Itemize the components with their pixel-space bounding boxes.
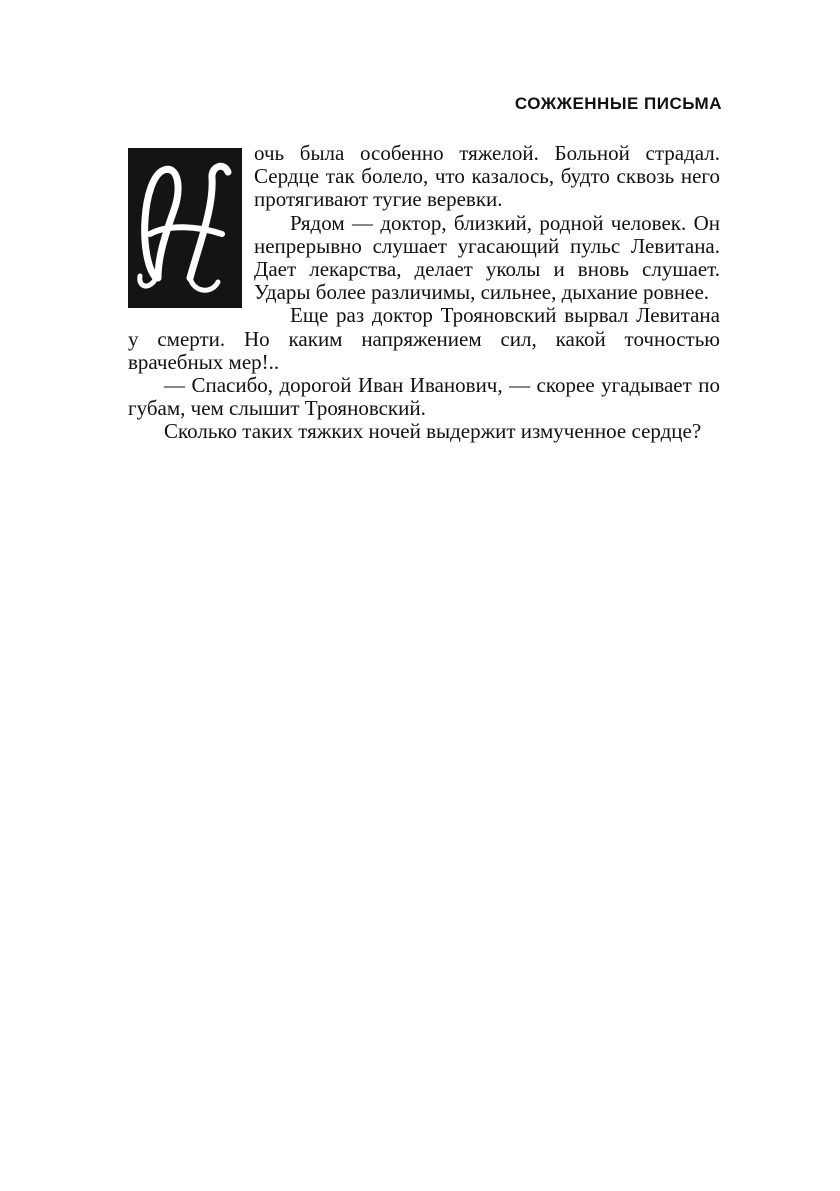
- paragraph-2: Рядом — доктор, близкий, родной человек. Он непрерывно слушает угасающий пульс Левитана. Дает лекарства, делает уколы и вновь слушает. Удары более различимы, сильнее, дыхание ровнее.: [254, 210, 720, 305]
- paragraph-3: Еще раз доктор Трояновский вырвал Левитана у смерти. Но каким напряжением сил, какой точностью врачебных мер!..: [128, 303, 720, 374]
- paragraph-4: — Спасибо, дорогой Иван Иванович, — скорее угадывает по губам, чем слышит Трояновский.: [128, 373, 720, 421]
- body-text: [128, 142, 720, 444]
- paragraph-5: Сколько таких тяжких ночей выдержит измученное сердце?: [164, 419, 702, 444]
- running-head: СОЖЖЕННЫЕ ПИСЬМА: [514, 94, 722, 113]
- paragraph-1: [128, 142, 720, 212]
- dropcap-initial-icon: [128, 148, 242, 308]
- paragraph-1-text: очь была особенно тяжелой. Больной страдал. Сердце так болело, что казалось, будто сквозь него протягивают тугие веревки.: [254, 141, 720, 212]
